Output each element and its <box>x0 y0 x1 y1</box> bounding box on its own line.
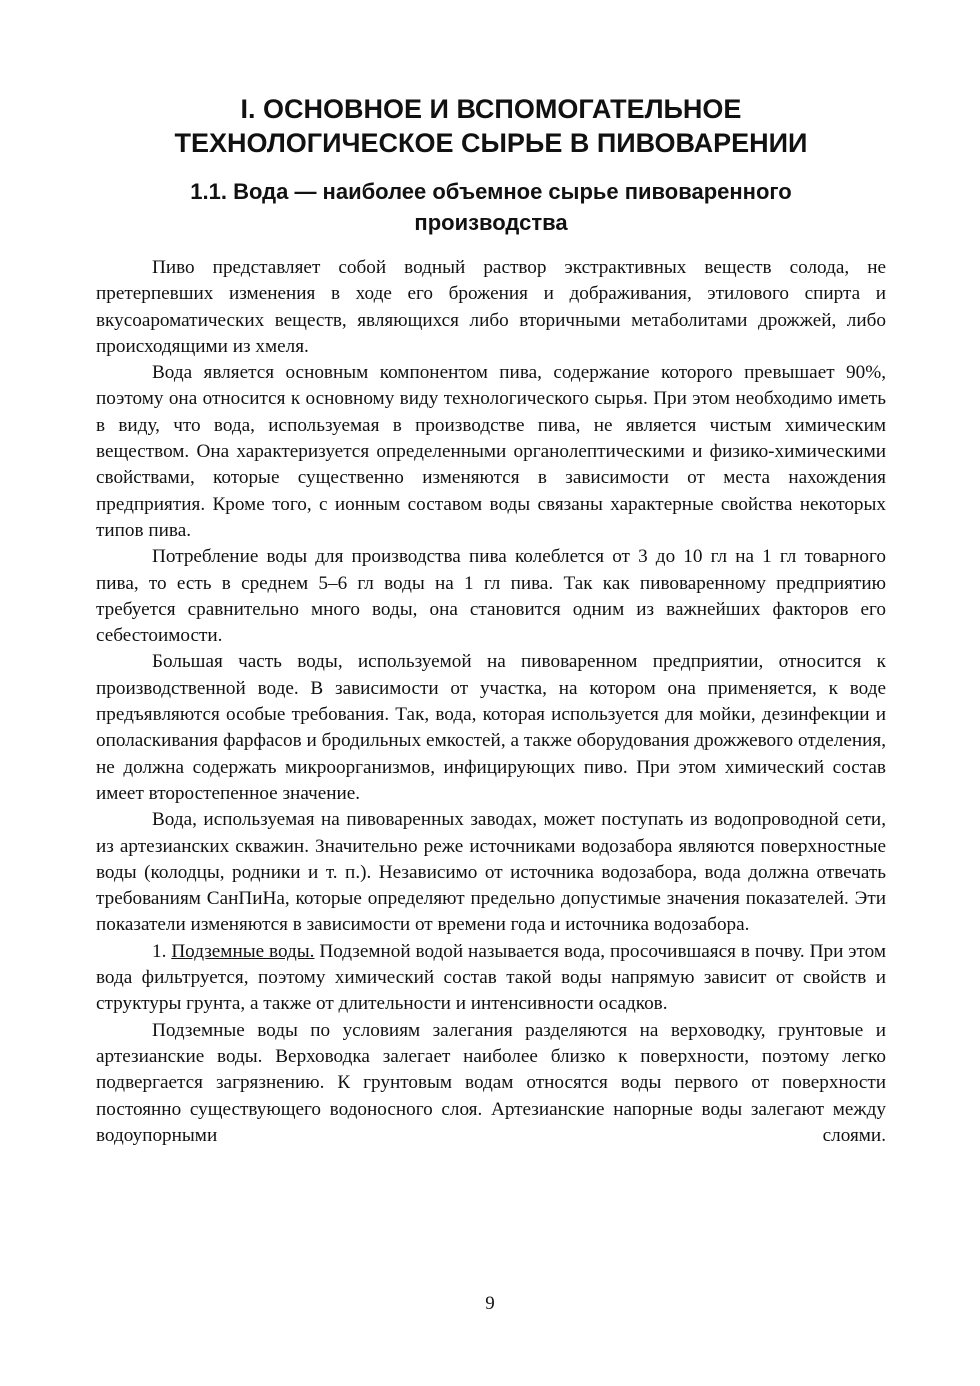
paragraph-water-consumption: Потребление воды для производства пива колеблется от 3 до 10 гл на 1 гл товарного пива, то есть в среднем 5–6 гл воды на 1 гл пива. Так как пивоваренному предприятию требуется сравнительно много воды, она становится одним из важнейших факторов его себестоимости. <box>96 546 886 647</box>
paragraph-water-main-component: Вода является основным компонентом пива, содержание которого превышает 90%, поэтому она относится к основному виду технологического сырья. При этом необходимо иметь в виду, что вода, используемая в производстве пива, не является чистым химическим веществом. Она характеризуется определенными органолептическими и физико-химическими свойствами, которые существенно изменяются в зависимости от места нахождения предприятия. Кроме того, с ионным составом воды связаны характерные свойства некоторых типов пива. <box>96 362 886 541</box>
underground-water-text: Подземной водой называется вода, просочившаяся в почву. При этом вода фильтруется, поэтому химический состав такой воды напрямую зависит от свойств и структуры грунта, а также от длительности и интенсивности осадков. <box>96 940 887 1015</box>
term-underground-water: Подземные воды. <box>171 940 315 962</box>
chapter-title <box>96 92 886 160</box>
paragraph-beer-definition: Пиво представляет собой водный раствор экстрактивных веществ солода, не претерпевших изменения в ходе его брожения и дображивания, этилового спирта и вкусоароматических веществ, являющихся либо вторичными метаболитами дрожжей, либо происходящими из хмеля. <box>96 257 886 357</box>
paragraph-production-water: Большая часть воды, используемой на пивоваренном предприятии, относится к производственной воде. В зависимости от участка, на котором она применяется, к воде предъявляются особые требования. Так, вода, которая используется для мойки, дезинфекции и ополаскивания фарфасов и бродильных емкостей, а также оборудования дрожжевого отделения, не должна содержать микроорганизмов, инфицирующих пиво. При этом химический состав имеет второстепенное значение. <box>96 651 886 804</box>
paragraph-water-sources: Вода, используемая на пивоваренных заводах, может поступать из водопроводной сети, из артезианских скважин. Значительно реже источниками водозабора являются поверхностные воды (колодцы, родники и т. п.). Независимо от источника водозабора, вода должна отвечать требованиям СанПиНа, которые определяют предельно допустимые значения показателей. Эти показатели изменяются в зависимости от времени года и источника водозабора. <box>96 809 886 936</box>
paragraph-underground-water <box>96 939 886 1018</box>
page-body <box>96 92 886 1149</box>
section-title-line-1: 1.1. Вода — наиболее объемное сырье пивоваренного <box>190 179 792 204</box>
list-number: 1. <box>152 940 167 962</box>
section-title-line-2: производства <box>414 210 568 235</box>
paragraph-groundwater-types: Подземные воды по условиям залегания разделяются на верховодку, грунтовые и артезианские воды. Верховодка залегает наиболее близко к поверхности, поэтому легко подвергается загрязнению. К грунтовым водам относятся воды первого от поверхности постоянно существующего водоносного слоя. Артезианские напорные воды залегают между водоупорными слоями. <box>96 1019 886 1146</box>
chapter-title-line-1: I. ОСНОВНОЕ И ВСПОМОГАТЕЛЬНОЕ <box>240 94 742 124</box>
section-title <box>96 176 886 238</box>
chapter-title-line-2: ТЕХНОЛОГИЧЕСКОЕ СЫРЬЕ В ПИВОВАРЕНИИ <box>174 128 808 158</box>
page-number: 9 <box>485 1293 495 1314</box>
